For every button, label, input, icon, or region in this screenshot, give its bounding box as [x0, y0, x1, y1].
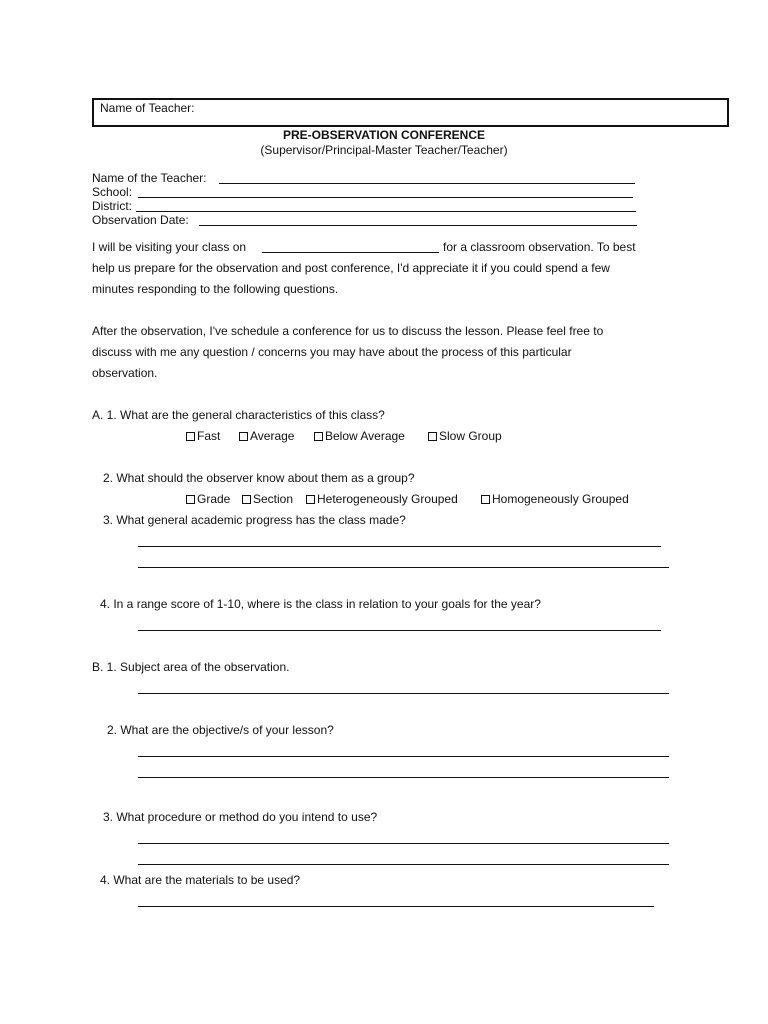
- question-a1: A. 1. What are the general characteristics of this class?: [92, 408, 385, 422]
- teacher-name-label: Name of Teacher:: [100, 101, 195, 115]
- question-b2: 2. What are the objective/s of your lesson?: [107, 723, 334, 737]
- para1-line1-b: for a classroom observation. To best: [443, 240, 636, 254]
- checkbox-icon[interactable]: [186, 432, 195, 441]
- date-field-line[interactable]: [199, 225, 637, 226]
- para1-line2: help us prepare for the observation and post conference, I'd appreciate it if you could spend a few: [92, 261, 610, 275]
- answer-line[interactable]: [138, 693, 669, 694]
- form-subtitle: (Supervisor/Principal-Master Teacher/Teacher): [260, 143, 508, 157]
- para2-line1: After the observation, I've schedule a conference for us to discuss the lesson. Please feel free to: [92, 324, 604, 338]
- school-field-label: School:: [92, 185, 133, 199]
- checkbox-icon[interactable]: [428, 432, 437, 441]
- visit-date-line[interactable]: [262, 252, 439, 253]
- answer-line[interactable]: [138, 567, 669, 568]
- para2-line3: observation.: [92, 366, 158, 380]
- option-slow-group[interactable]: Slow Group: [428, 429, 502, 443]
- checkbox-icon[interactable]: [481, 495, 490, 504]
- question-b1: B. 1. Subject area of the observation.: [92, 660, 290, 674]
- teacher-name-box[interactable]: [92, 98, 729, 127]
- question-b4: 4. What are the materials to be used?: [100, 873, 301, 887]
- form-title: PRE-OBSERVATION CONFERENCE: [282, 128, 486, 142]
- option-heterogeneously-grouped[interactable]: Heterogeneously Grouped: [306, 492, 458, 506]
- answer-line[interactable]: [138, 843, 669, 844]
- option-below-average[interactable]: Below Average: [314, 429, 405, 443]
- district-field-line[interactable]: [136, 211, 636, 212]
- question-a3: 3. What general academic progress has the class made?: [103, 513, 406, 527]
- district-field-label: District:: [92, 199, 132, 213]
- checkbox-icon[interactable]: [239, 432, 248, 441]
- question-a2: 2. What should the observer know about them as a group?: [103, 471, 415, 485]
- option-grade[interactable]: Grade: [186, 492, 230, 506]
- answer-line[interactable]: [138, 546, 661, 547]
- option-homogeneously-grouped[interactable]: Homogeneously Grouped: [481, 492, 629, 506]
- answer-line[interactable]: [138, 864, 669, 865]
- answer-line[interactable]: [138, 630, 661, 631]
- checkbox-icon[interactable]: [314, 432, 323, 441]
- option-section[interactable]: Section: [242, 492, 293, 506]
- teacher-field-label: Name of the Teacher:: [92, 171, 207, 185]
- question-a4: 4. In a range score of 1-10, where is the class in relation to your goals for the year?: [100, 597, 541, 611]
- option-fast[interactable]: Fast: [186, 429, 220, 443]
- para2-line2: discuss with me any question / concerns you may have about the process of this particular: [92, 345, 572, 359]
- answer-line[interactable]: [138, 756, 669, 757]
- option-average[interactable]: Average: [239, 429, 294, 443]
- date-field-label: Observation Date:: [92, 213, 189, 227]
- para1-line3: minutes responding to the following questions.: [92, 282, 339, 296]
- checkbox-icon[interactable]: [186, 495, 195, 504]
- answer-line[interactable]: [138, 777, 669, 778]
- school-field-line[interactable]: [138, 197, 633, 198]
- checkbox-icon[interactable]: [306, 495, 315, 504]
- teacher-field-line[interactable]: [219, 183, 635, 184]
- para1-line1-a: I will be visiting your class on: [92, 240, 247, 254]
- checkbox-icon[interactable]: [242, 495, 251, 504]
- question-b3: 3. What procedure or method do you intend to use?: [103, 810, 378, 824]
- answer-line[interactable]: [138, 906, 654, 907]
